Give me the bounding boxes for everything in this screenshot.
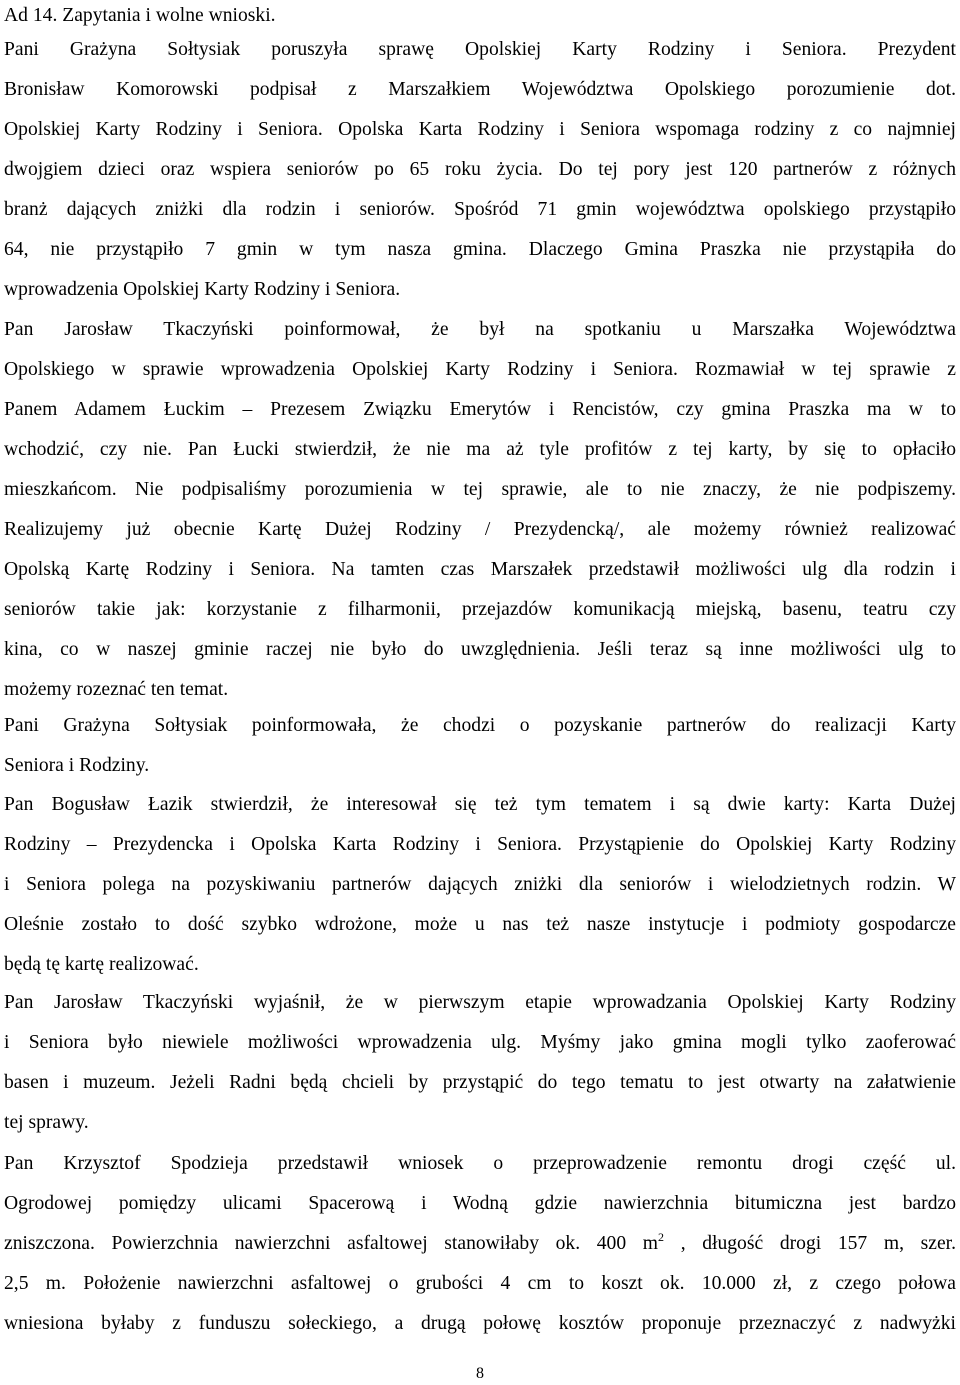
text-line: 64, nie przystąpiło 7 gmin w tym nasza gmina. Dlaczego Gmina Praszka nie przystąpiła do [4,239,956,260]
paragraph-tkaczynski-explanation [4,983,956,1143]
text-line: Opolskiego w sprawie wprowadzenia Opolskiej Karty Rodziny i Seniora. Rozmawiał w tej sprawie z [4,359,956,380]
text-line: Seniora i Rodziny. [4,755,150,776]
text-line: wchodzić, czy nie. Pan Łucki stwierdził, że nie ma aż tyle profitów z tej karty, by się to opłaciło [4,439,956,460]
text-line: Pan Krzysztof Spodzieja przedstawił wniosek o przeprowadzenie remontu drogi część ul. [4,1153,956,1174]
text-line-with-superscript [4,1224,956,1264]
section-heading: Ad 14. Zapytania i wolne wnioski. [4,5,276,26]
text-line: Pan Jarosław Tkaczyński poinformował, że był na spotkaniu u Marszałka Województwa [4,319,956,340]
text-line: Rodziny – Prezydencka i Opolska Karta Rodziny i Seniora. Przystąpienie do Opolskiej Karty Rodziny [4,834,956,855]
paragraph-tkaczynski-answer [4,310,956,710]
text-line: Oleśnie zostało to dość szybko wdrożone, może u nas też nasze instytucje i podmioty gospodarcze [4,914,956,935]
text-fragment: zniszczona. Powierzchnia nawierzchni asfaltowej stanowiłaby ok. 400 m [4,1233,659,1254]
text-line: Bronisław Komorowski podpisał z Marszałkiem Województwa Opolskiego porozumienie dot. [4,79,956,100]
text-line: Pani Grażyna Sołtysiak poinformowała, że chodzi o pozyskanie partnerów do realizacji Karty [4,715,956,736]
text-line: Realizujemy już obecnie Kartę Dużej Rodziny / Prezydencką/, ale możemy również realizować [4,519,956,540]
text-line: będą tę kartę realizować. [4,954,199,975]
text-line: kina, co w naszej gminie raczej nie było do uwzględnienia. Jeśli teraz są inne możliwości ulg to [4,639,956,660]
text-line: basen i muzeum. Jeżeli Radni będą chcieli by przystąpić do tego tematu to jest otwarty na załatwienie [4,1072,956,1093]
text-line: wprowadzenia Opolskiej Karty Rodziny i Seniora. [4,279,401,300]
text-line: seniorów takie jak: korzystanie z filharmonii, przejazdów komunikacją miejską, basenu, teatru czy [4,599,956,620]
text-fragment: , długość drogi 157 m, szer. [664,1233,956,1254]
text-line: Ogrodowej pomiędzy ulicami Spacerową i Wodną gdzie nawierzchnia bitumiczna jest bardzo [4,1193,956,1214]
text-line: Panem Adamem Łuckim – Prezesem Związku Emerytów i Rencistów, czy gmina Praszka ma w to [4,399,956,420]
paragraph-lazik [4,785,956,985]
text-line: i Seniora polega na pozyskiwaniu partnerów dających zniżki dla seniorów i wielodzietnych rodzin. W [4,874,956,895]
page-number: 8 [476,1365,484,1382]
text-line: tej sprawy. [4,1112,89,1133]
text-line: 2,5 m. Położenie nawierzchni asfaltowej o grubości 4 cm to koszt ok. 10.000 zł, z czego połowa [4,1273,956,1294]
text-line: i Seniora było niewiele możliwości wprowadzenia ulg. Myśmy jako gmina mogli tylko zaoferować [4,1032,956,1053]
text-line: Opolską Kartę Rodziny i Seniora. Na tamten czas Marszałek przedstawił możliwości ulg dla rodzin i [4,559,956,580]
superscript-2: 2 [658,1230,665,1244]
text-line: wniesiona byłaby z funduszu sołeckiego, a drugą połowę kosztów proponuje przeznaczyć z nadwyżki [4,1313,956,1334]
text-line: dwojgiem dzieci oraz wspiera seniorów po 65 roku życia. Do tej pory jest 120 partnerów z różnych [4,159,956,180]
text-line: Opolskiej Karty Rodziny i Seniora. Opolska Karta Rodziny i Seniora wspomaga rodziny z co najmniej [4,119,956,140]
text-line: Pan Jarosław Tkaczyński wyjaśnił, że w pierwszym etapie wprowadzania Opolskiej Karty Rodziny [4,992,956,1013]
paragraph-soltysiak-info [4,706,956,786]
paragraph-soltysiak-question [4,30,956,310]
text-line: mieszkańcom. Nie podpisaliśmy porozumienia w tej sprawie, ale to nie znaczy, że nie podpiszemy. [4,479,956,500]
paragraph-spodzieja-motion [4,1144,956,1344]
text-line: możemy rozeznać ten temat. [4,679,229,700]
text-line: branż dających zniżki dla rodzin i seniorów. Spośród 71 gmin województwa opolskiego przystąpiło [4,199,956,220]
text-line: Pani Grażyna Sołtysiak poruszyła sprawę Opolskiej Karty Rodziny i Seniora. Prezydent [4,39,956,60]
text-line: Pan Bogusław Łazik stwierdził, że interesował się też tym tematem i są dwie karty: Karta Dużej [4,794,956,815]
